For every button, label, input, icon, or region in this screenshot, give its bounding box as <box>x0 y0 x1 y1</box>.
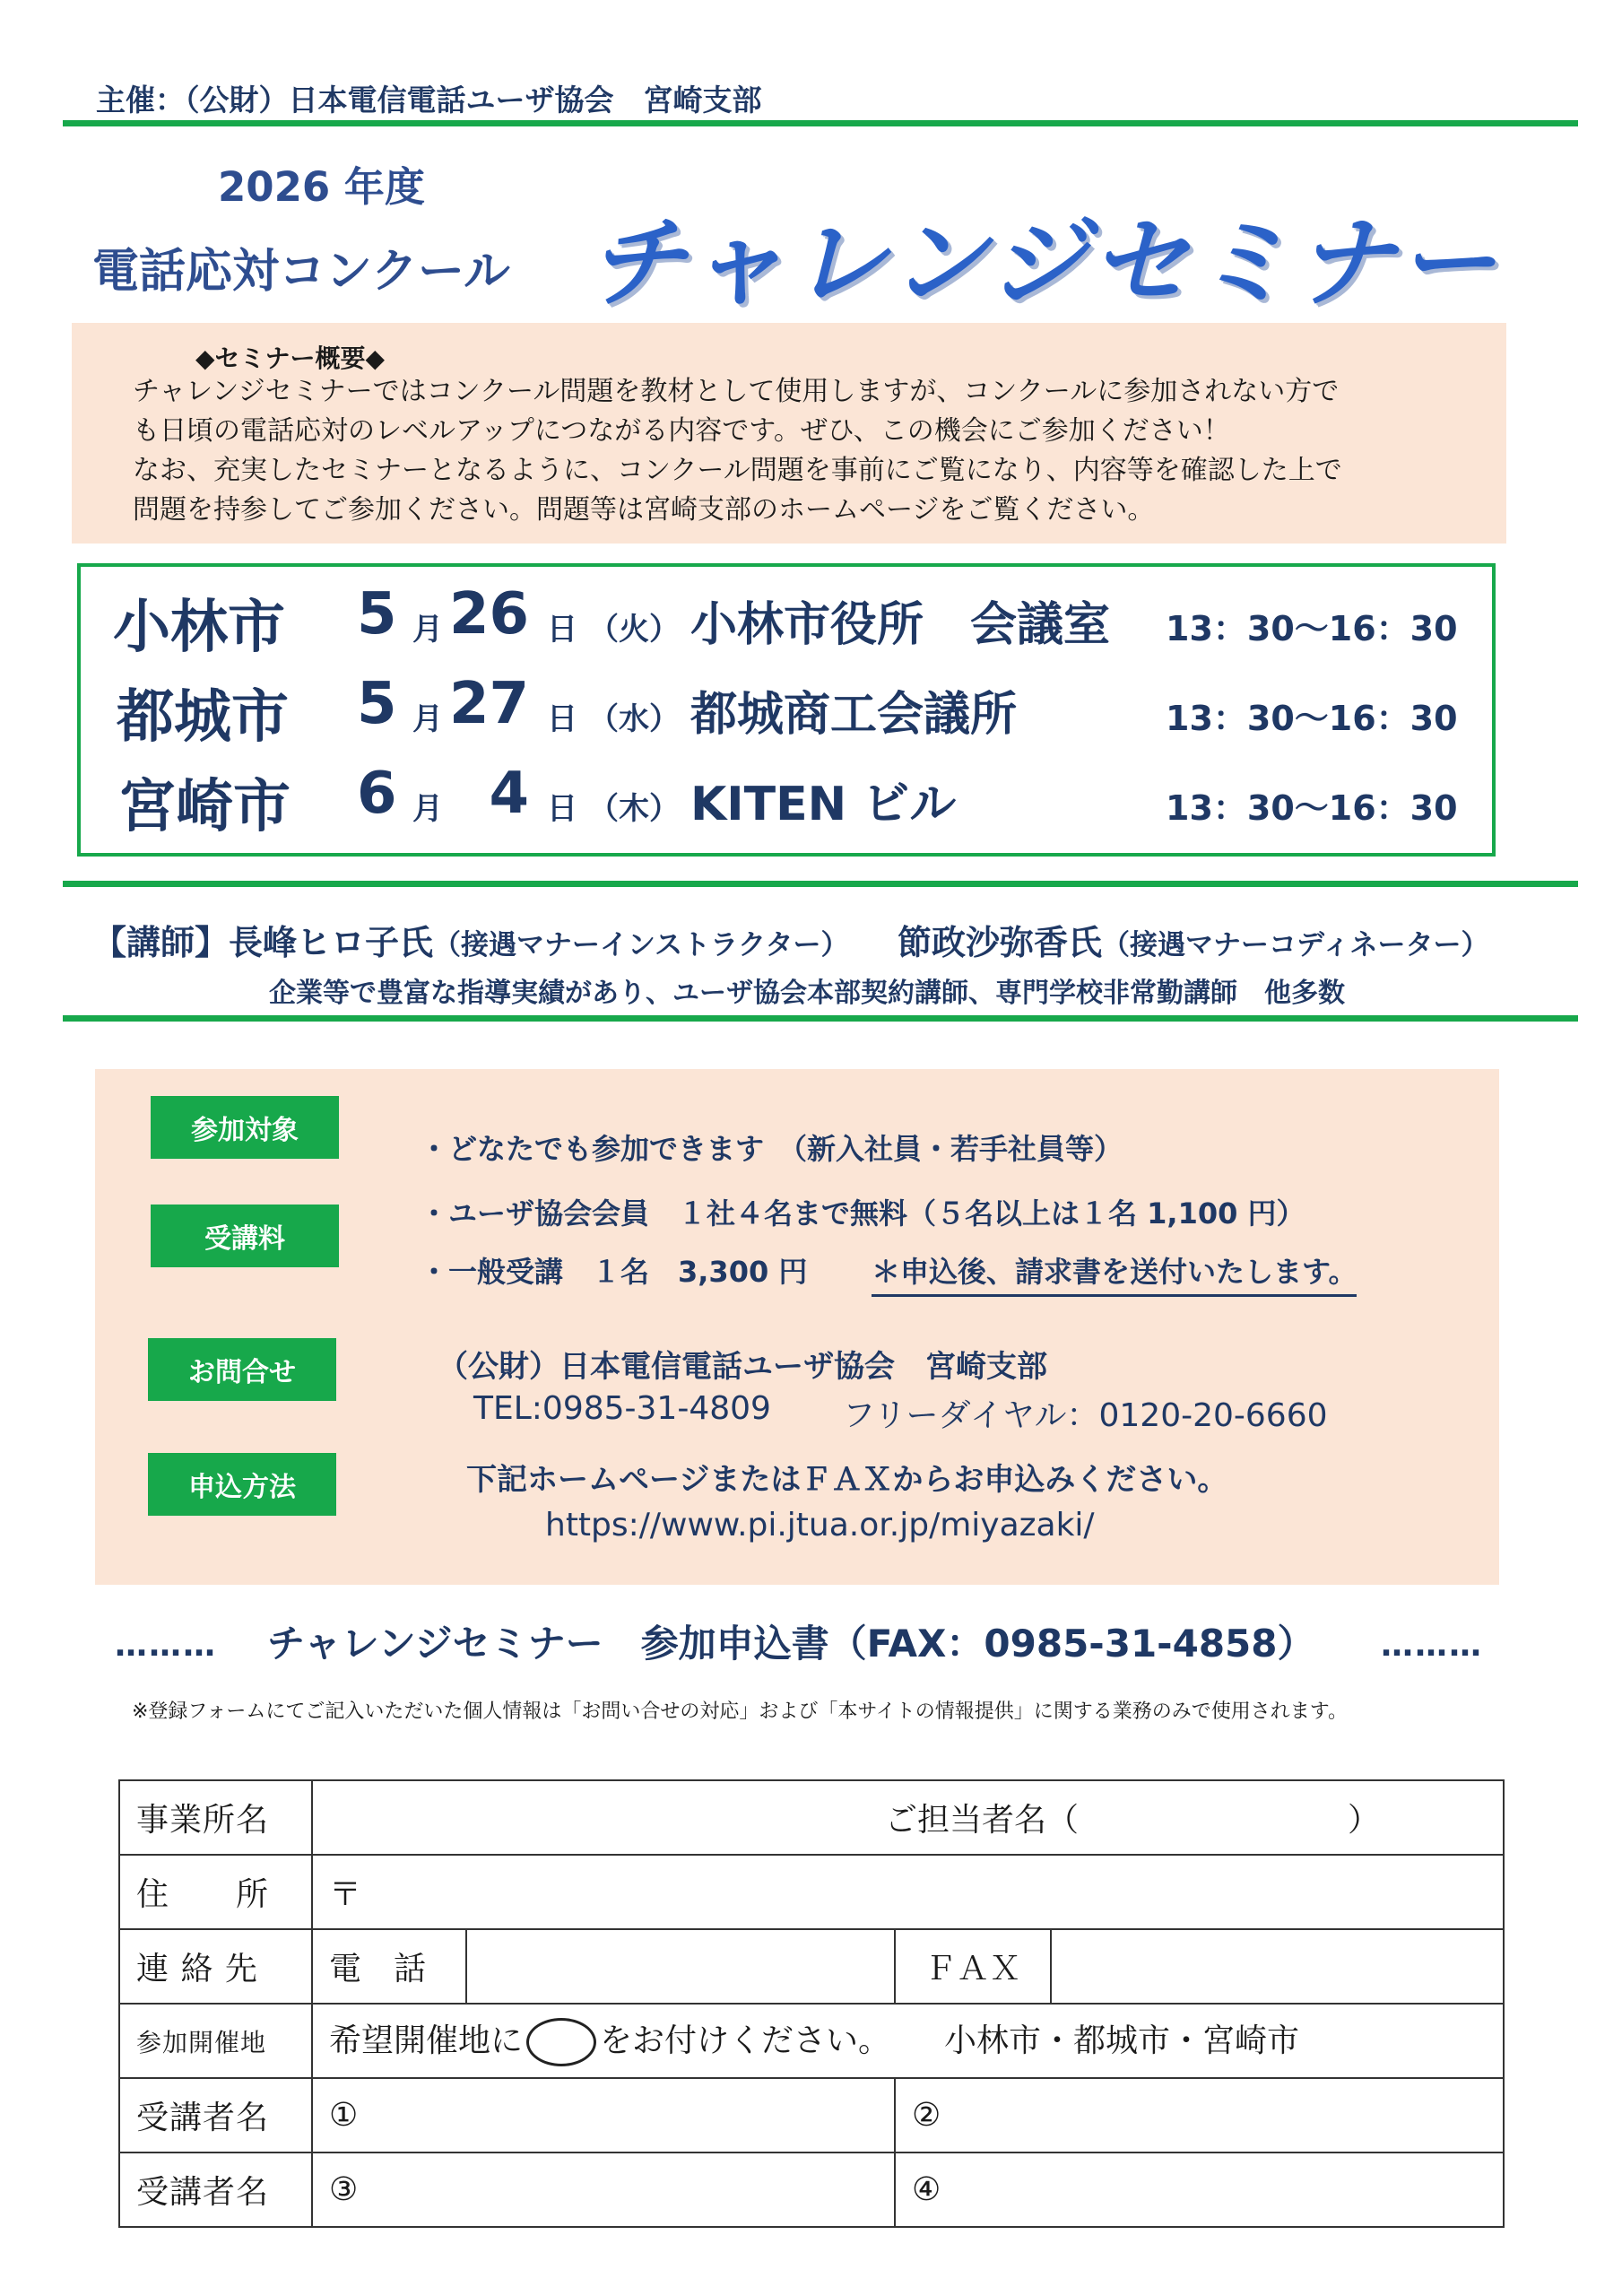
form-row-attendee-2 <box>119 2152 1504 2227</box>
schedule-weekday: （火） <box>588 612 680 648</box>
instructor-label: 【講師】 <box>92 923 230 962</box>
instructor-role-2: （接遇マナーコディネーター） <box>1101 929 1489 961</box>
attendee-label: 受講者名 <box>119 2152 312 2227</box>
attendee-field-1[interactable] <box>312 2078 895 2152</box>
attendee-number: ④ <box>912 2171 941 2208</box>
schedule-weekday: （水） <box>588 701 680 737</box>
contact-label: 連 絡 先 <box>119 1929 312 2004</box>
schedule-weekday: （木） <box>588 791 680 827</box>
overview-line-2: も日頃の電話応対のレベルアップにつながる内容です。ぜひ、この機会にご参加ください！ <box>133 415 1230 447</box>
schedule-city: 都城市 <box>117 684 289 751</box>
schedule-day-label: 日 <box>547 701 577 737</box>
fee-member: ・ユーザ協会会員 １社４名まで無料（５名以上は１名 1,100 円） <box>420 1196 1305 1231</box>
schedule-month-label: 月 <box>412 612 443 648</box>
schedule-day: 26 <box>448 581 529 648</box>
attendee-field-2[interactable] <box>895 2078 1504 2152</box>
schedule-day-label: 日 <box>547 791 577 827</box>
target-tag: 参加対象 <box>151 1096 339 1159</box>
target-text: ・どなたでも参加できます （新入社員・若手社員等） <box>420 1132 1123 1166</box>
fee-general: ・一般受講 １名 3,300 円 <box>420 1255 808 1289</box>
schedule-row <box>0 581 1622 662</box>
form-row-office <box>119 1780 1504 1855</box>
contact-tag: お問合せ <box>148 1338 336 1401</box>
contact-person-label: ご担当者名（ <box>885 1802 1080 1839</box>
form-row-attendee-1 <box>119 2078 1504 2152</box>
schedule-venue: 小林市役所 会議室 <box>690 598 1111 652</box>
form-row-address <box>119 1855 1504 1929</box>
attendee-label: 受講者名 <box>119 2078 312 2152</box>
contact-tel: TEL:0985-31-4809 <box>473 1390 771 1427</box>
apply-text: 下記ホームページまたはＦＡＸからお申込みください。 <box>466 1462 1228 1498</box>
address-field[interactable] <box>312 1855 1504 1929</box>
apply-url[interactable]: https://www.pi.jtua.or.jp/miyazaki/ <box>545 1507 1095 1544</box>
schedule-month-label: 月 <box>412 791 443 827</box>
fax-field[interactable] <box>1051 1929 1504 2004</box>
schedule-city: 小林市 <box>113 595 285 661</box>
circle-icon <box>526 2018 596 2066</box>
form-row-contact <box>119 1929 1504 2004</box>
venue-options: 小林市・都城市・宮崎市 <box>944 2022 1300 2059</box>
attendee-number: ③ <box>329 2171 359 2208</box>
schedule-time: 13：30〜16：30 <box>1166 609 1458 648</box>
privacy-note: ※登録フォームにてご記入いただいた個人情報は「お問い合せの対応」および「本サイトの情報提供」に関する業務のみで使用されます。 <box>132 1700 1349 1723</box>
contact-person-close: ） <box>1348 1802 1381 1839</box>
schedule-time: 13：30〜16：30 <box>1166 699 1458 738</box>
year-label: 2026 年度 <box>218 163 425 211</box>
fax-label: ＦＡＸ <box>895 1929 1051 2004</box>
contact-org: （公財）日本電信電話ユーザ協会 宮崎支部 <box>438 1349 1047 1385</box>
application-form <box>118 1779 1505 2228</box>
instructor-divider-top <box>63 881 1578 887</box>
overview-line-1: チャレンジセミナーではコンクール問題を教材として使用しますが、コンクールに参加されない方で <box>133 376 1340 407</box>
schedule-day-label: 日 <box>547 612 577 648</box>
page-title: チャレンジセミナー <box>587 205 1500 320</box>
venue-instruction-pre: 希望開催地に <box>329 2022 524 2059</box>
venue-label: 参加開催地 <box>119 2004 312 2078</box>
contest-label: 電話応対コンクール <box>92 245 510 299</box>
attendee-number: ② <box>912 2097 941 2134</box>
office-field[interactable] <box>312 1780 1504 1855</box>
organizer: 主催：（公財）日本電信電話ユーザ協会 宮崎支部 <box>96 83 762 117</box>
attendee-number: ① <box>329 2097 359 2134</box>
schedule-month: 5 <box>357 671 397 737</box>
instructors <box>92 915 1489 964</box>
instructor-name-2: 節政沙弥香氏 <box>897 923 1102 962</box>
address-label: 住 所 <box>119 1855 312 1929</box>
schedule-venue: KITEN ビル <box>690 778 957 831</box>
form-row-venue <box>119 2004 1504 2078</box>
phone-field[interactable] <box>466 1929 895 2004</box>
attendee-field-3[interactable] <box>312 2152 895 2227</box>
instructor-note: 企業等で豊富な指導実績があり、ユーザ協会本部契約講師、専門学校非常勤講師 他多数 <box>269 978 1345 1009</box>
schedule-day: 27 <box>448 671 529 737</box>
schedule-row <box>0 671 1622 752</box>
schedule-month: 6 <box>357 761 397 827</box>
schedule-city: 宮崎市 <box>118 774 291 840</box>
postal-mark: 〒 <box>329 1876 362 1913</box>
schedule-month: 5 <box>357 581 397 648</box>
phone-label: 電 話 <box>312 1929 466 2004</box>
dots-right: ……… <box>1381 1627 1483 1664</box>
venue-field[interactable] <box>312 2004 1504 2078</box>
fee-invoice-note: ＊申込後、請求書を送付いたします。 <box>872 1249 1357 1297</box>
schedule-month-label: 月 <box>412 701 443 737</box>
instructor-divider-bottom <box>63 1015 1578 1022</box>
instructor-name-1: 長峰ヒロ子氏 <box>229 923 434 962</box>
overview-line-4: 問題を持参してご参加ください。問題等は宮崎支部のホームページをご覧ください。 <box>133 494 1155 526</box>
dots-left: ……… <box>115 1627 217 1664</box>
attendee-field-4[interactable] <box>895 2152 1504 2227</box>
header-divider <box>63 120 1578 126</box>
schedule-venue: 都城商工会議所 <box>690 688 1018 742</box>
apply-tag: 申込方法 <box>148 1453 336 1516</box>
schedule-row <box>0 761 1622 841</box>
fee-tag: 受講料 <box>151 1205 339 1267</box>
instructor-role-1: （接遇マナーインストラクター） <box>433 929 849 961</box>
overview-line-3: なお、充実したセミナーとなるように、コンクール問題を事前にご覧になり、内容等を確認した上で <box>133 455 1342 486</box>
schedule-day: 4 <box>489 761 529 827</box>
venue-instruction-post: をお付けください。 <box>600 2022 891 2059</box>
schedule-time: 13：30〜16：30 <box>1166 788 1458 828</box>
office-label: 事業所名 <box>119 1780 312 1855</box>
application-title: チャレンジセミナー 参加申込書（FAX：0985-31-4858） <box>267 1622 1315 1665</box>
overview-heading: ◆セミナー概要◆ <box>195 344 386 373</box>
contact-freedial: フリーダイヤル：0120-20-6660 <box>843 1397 1328 1434</box>
